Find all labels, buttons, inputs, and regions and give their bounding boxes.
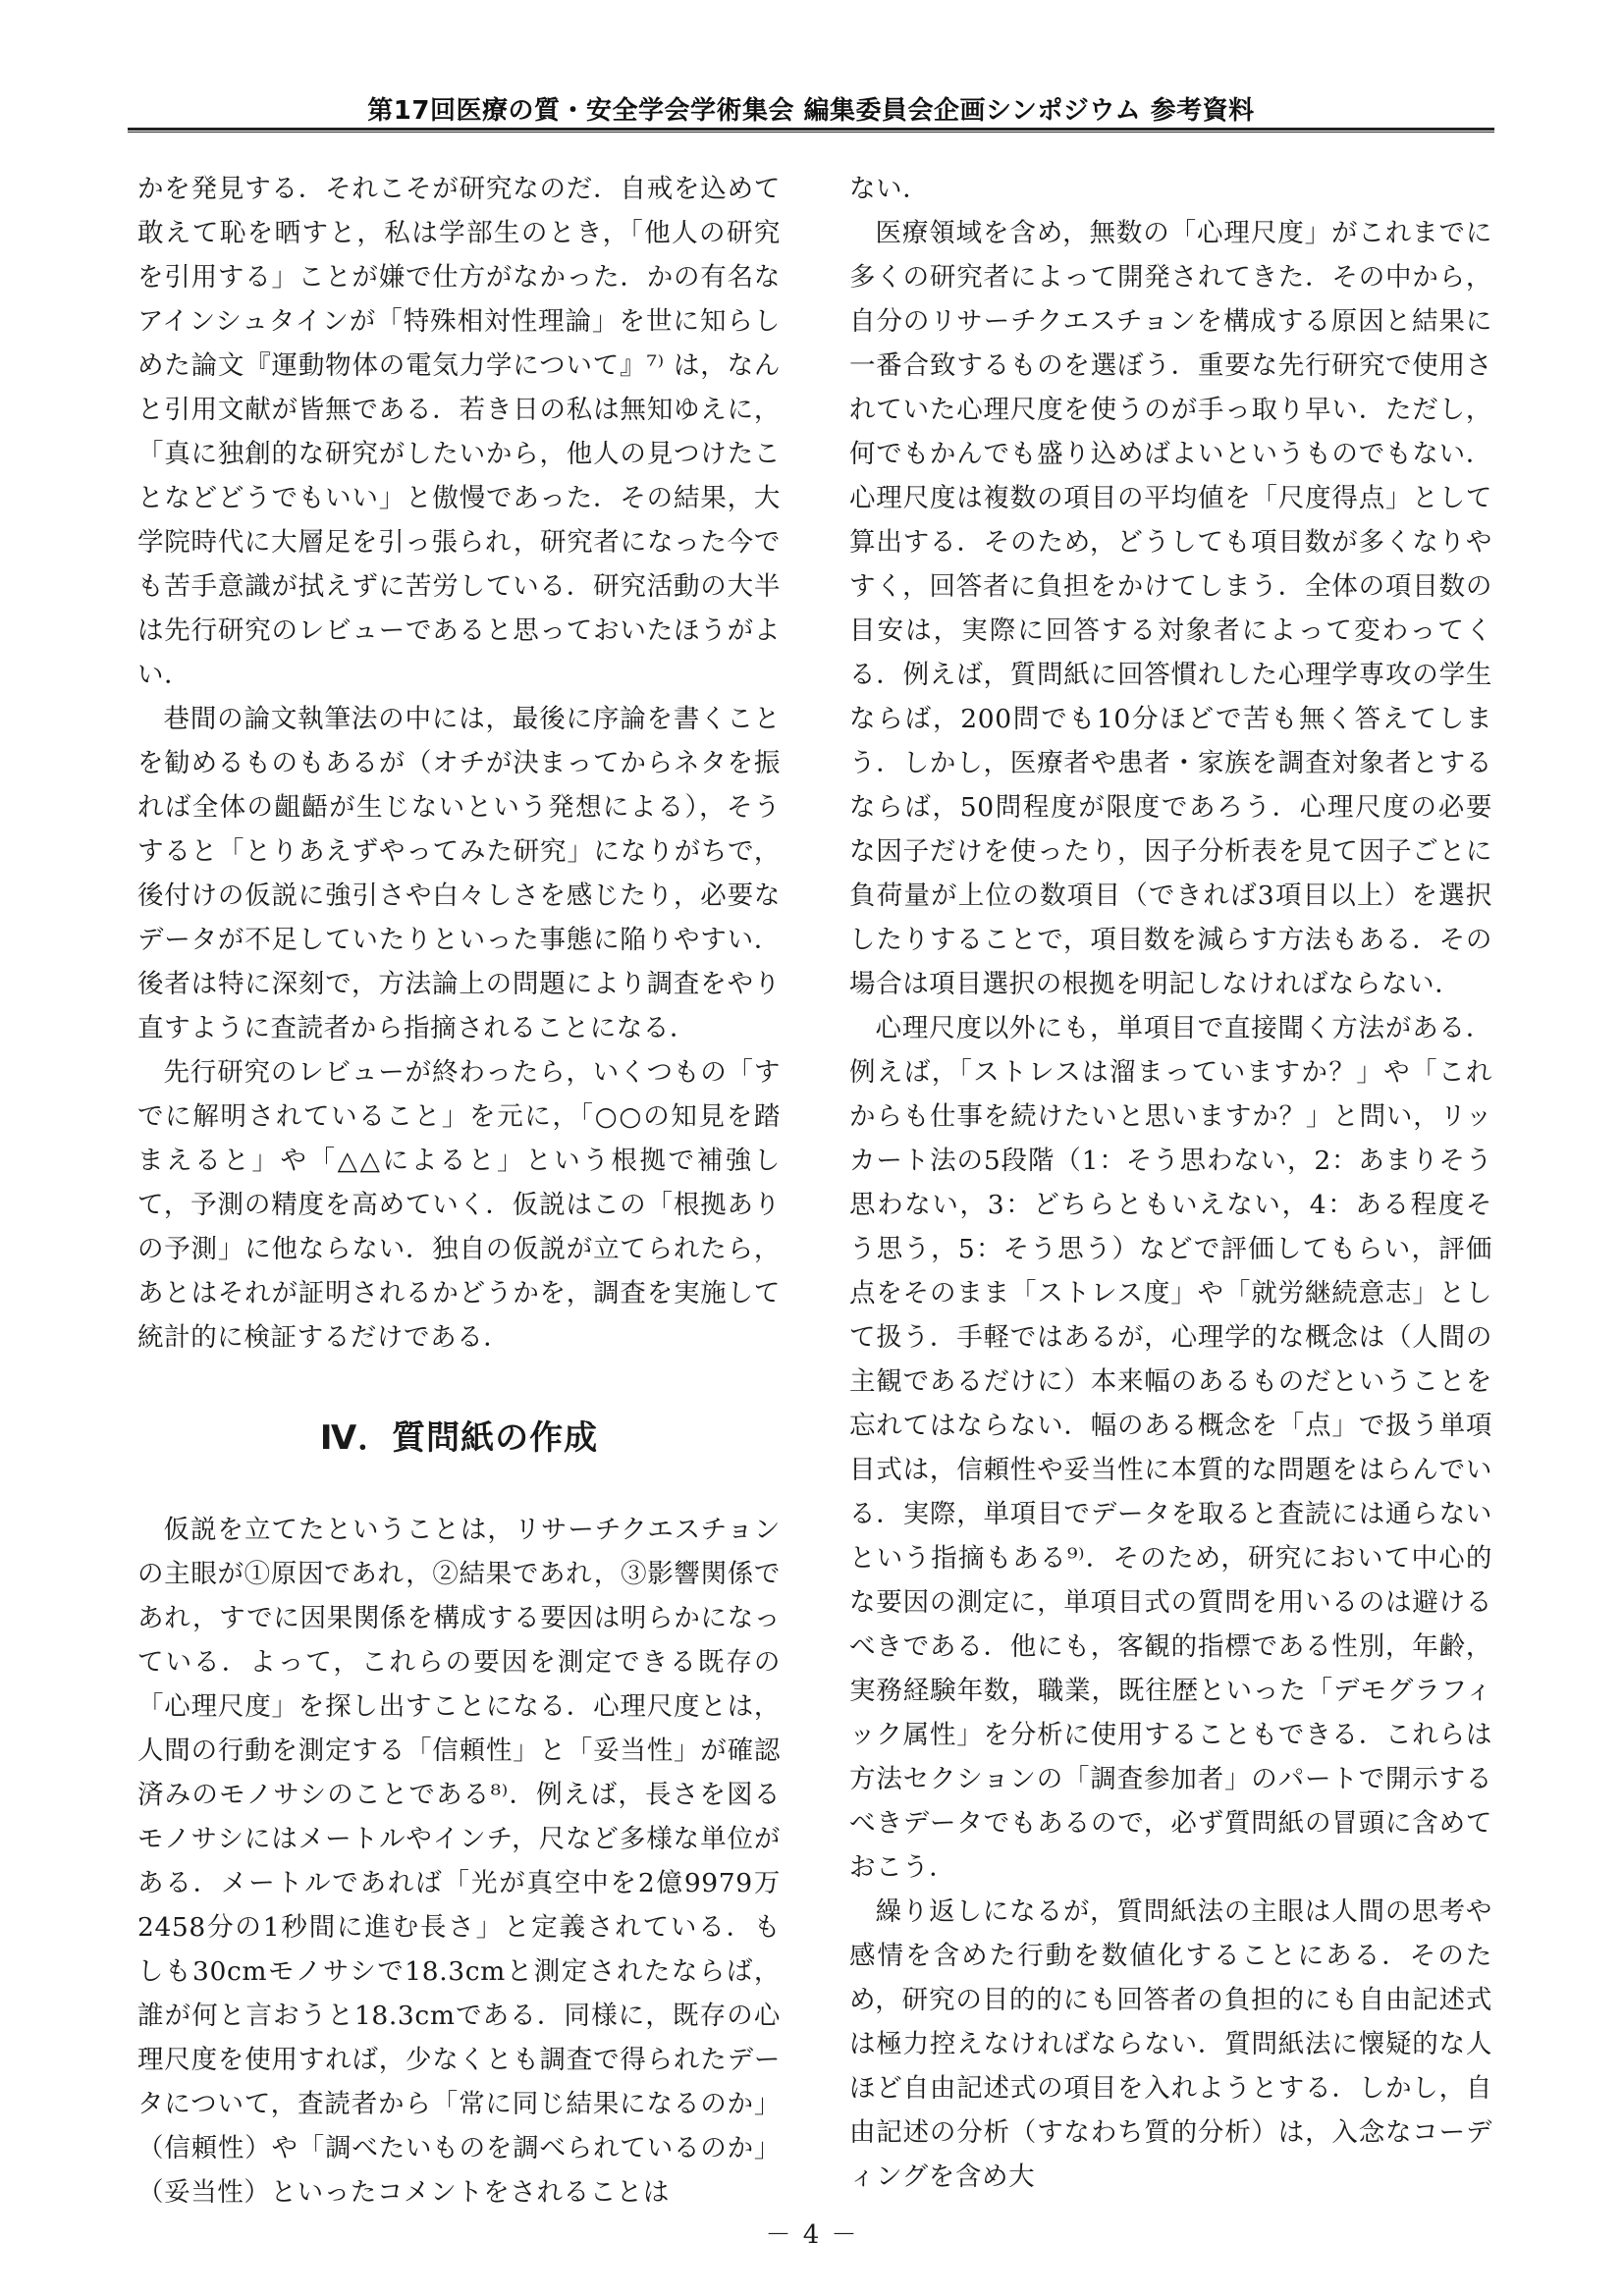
- running-header: 第17回医療の質・安全学会学術集会 編集委員会企画シンポジウム 参考資料: [367, 96, 1255, 126]
- body-paragraph: 心理尺度以外にも，単項目で直接聞く方法がある．例えば，「ストレスは溜まっていますか？」や「これからも仕事を続けたいと思いますか？」と問い，リッカート法の5段階（1：そう思わない，2：あまりそう思わない，3：どちらともいえない，4：ある程度そう思う，5：そう思う）などで評価してもらい，評価点をそのまま「ストレス度」や「就労継続意志」として扱う．手軽ではあるが，心理学的な概念は（人間の主観であるだけに）本来幅のあるものだということを忘れてはならない．幅のある概念を「点」で扱う単項目式は，信頼性や妥当性に本質的な問題をはらんでいる．実際，単項目でデータを取ると査読には通らないという指摘もある⁹⁾．そのため，研究において中心的な要因の測定に，単項目式の質問を用いるのは避けるべきである．他にも，客観的指標である性別，年齢，実務経験年数，職業，既往歴といった「デモグラフィック属性」を分析に使用することもできる．これらは方法セクションの「調査参加者」のパートで開示するべきデータでもあるので，必ず質問紙の冒頭に含めておこう．: [849, 1013, 1492, 1883]
- body-paragraph: 医療領域を含め，無数の「心理尺度」がこれまでに多くの研究者によって開発されてきた．その中から，自分のリサーチクエスチョンを構成する原因と結果に一番合致するものを選ぼう．重要な先行研究で使用されていた心理尺度を使うのが手っ取り早い．ただし，何でもかんでも盛り込めばよいというものでもない．心理尺度は複数の項目の平均値を「尺度得点」として算出する．そのため，どうしても項目数が多くなりやすく，回答者に負担をかけてしまう．全体の項目数の目安は，実際に回答する対象者によって変わってくる．例えば，質問紙に回答慣れした心理学専攻の学生ならば，200問でも10分ほどで苦も無く答えてしまう．しかし，医療者や患者・家族を調査対象者とするならば，50問程度が限度であろう．心理尺度の必要な因子だけを使ったり，因子分析表を見て因子ごとに負荷量が上位の数項目（できれば3項目以上）を選択したりすることで，項目数を減らす方法もある．その場合は項目選択の根拠を明記しなければならない．: [849, 218, 1492, 999]
- right-column: [849, 167, 1492, 2199]
- body-paragraph: かを発見する．それこそが研究なのだ．自戒を込めて敢えて恥を晒すと，私は学部生のとき，「他人の研究を引用する」ことが嫌で仕方がなかった．かの有名なアインシュタインが「特殊相対性理論」を世に知らしめた論文『運動物体の電気力学について』⁷⁾ は，なんと引用文献が皆無である．若き日の私は無知ゆえに，「真に独創的な研究がしたいから，他人の見つけたことなどどうでもいい」と傲慢であった．その結果，大学院時代に大層足を引っ張られ，研究者になった今でも苦手意識が拭えずに苦労している．研究活動の大半は先行研究のレビューであると思っておいたほうがよい．: [137, 174, 781, 690]
- header-rule: [128, 128, 1494, 133]
- body-paragraph: 仮説を立てたということは，リサーチクエスチョンの主眼が①原因であれ，②結果であれ，③影響関係であれ，すでに因果関係を構成する要因は明らかになっている．よって，これらの要因を測定できる既存の「心理尺度」を探し出すことになる．心理尺度とは，人間の行動を測定する「信頼性」と「妥当性」が確認済みのモノサシのことである⁸⁾．例えば，長さを図るモノサシにはメートルやインチ，尺など多様な単位がある．メートルであれば「光が真空中を2億9979万2458分の1秒間に進む長さ」と定義されている．もしも30cmモノサシで18.3cmと測定されたならば，誰が何と言おうと18.3cmである．同様に，既存の心理尺度を使用すれば，少なくとも調査で得られたデータについて，査読者から「常に同じ結果になるのか」（信頼性）や「調べたいものを調べられているのか」（妥当性）といったコメントをされることは: [137, 1515, 781, 2208]
- left-column: [137, 167, 781, 2215]
- continued-line: ない．: [849, 174, 930, 204]
- section-heading: Ⅳ．質問紙の作成: [319, 1418, 599, 1458]
- body-paragraph: 巷間の論文執筆法の中には，最後に序論を書くことを勧めるものもあるが（オチが決まってからネタを振れば全体の齟齬が生じないという発想による），そうすると「とりあえずやってみた研究」になりがちで，後付けの仮説に強引さや白々しさを感じたり，必要なデータが不足していたりといった事態に陥りやすい．後者は特に深刻で，方法論上の問題により調査をやり直すように査読者から指摘されることになる．: [137, 704, 781, 1043]
- page-number: － 4 －: [765, 2220, 859, 2250]
- body-paragraph: 先行研究のレビューが終わったら，いくつもの「すでに解明されていること」を元に，「○○の知見を踏まえると」や「△△によると」という根拠で補強して，予測の精度を高めていく．仮説はこの「根拠ありの予測」に他ならない．独自の仮説が立てられたら，あとはそれが証明されるかどうかを，調査を実施して統計的に検証するだけである．: [137, 1057, 781, 1353]
- body-paragraph: 繰り返しになるが，質問紙法の主眼は人間の思考や感情を含めた行動を数値化することにある．そのため，研究の目的的にも回答者の負担的にも自由記述式は極力控えなければならない．質問紙法に懐疑的な人ほど自由記述式の項目を入れようとする．しかし，自由記述の分析（すなわち質的分析）は，入念なコーディングを含め大: [849, 1896, 1492, 2192]
